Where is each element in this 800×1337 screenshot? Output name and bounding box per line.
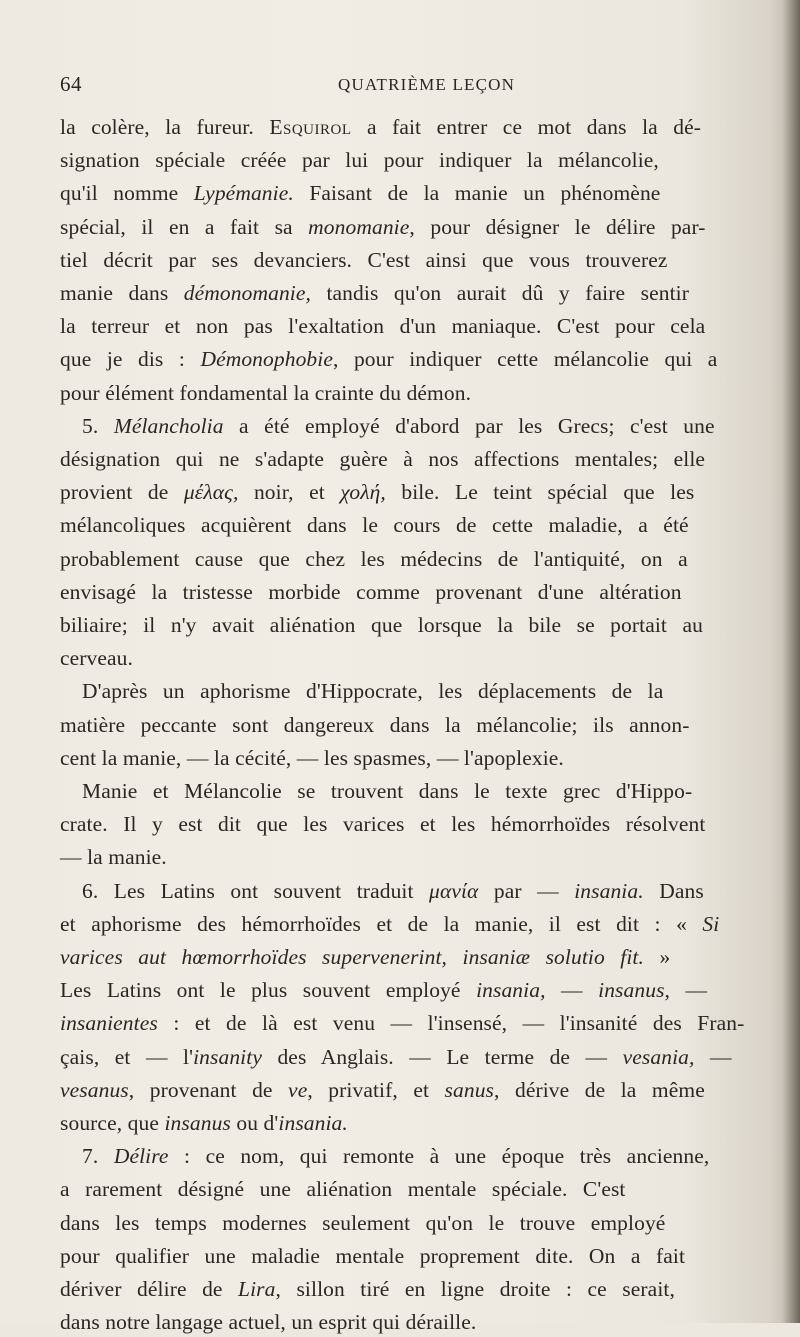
text-line: [60, 477, 694, 507]
text-run: —: [694, 1044, 732, 1069]
text-line: [60, 1174, 626, 1204]
text-run: a rarement désigné une aliénation mentale spéciale. C'est: [60, 1177, 626, 1202]
text-run: que je dis :: [60, 347, 201, 372]
text-line: [60, 378, 471, 408]
text-run: des Anglais. — Le terme de —: [261, 1044, 623, 1069]
text-run: 5.: [82, 413, 114, 438]
text-run: et aphorisme des hémorrhoïdes et de la manie, il est dit : «: [60, 911, 703, 936]
text-line: [60, 344, 717, 374]
text-line: [60, 743, 564, 773]
text-run: , dérive de la même: [494, 1077, 705, 1102]
italic-run: Lypémanie.: [193, 181, 294, 206]
text-run: pour élément fondamental la crainte du démon.: [60, 380, 472, 405]
text-run: la terreur et non pas l'exaltation d'un maniaque. C'est pour cela: [60, 314, 706, 339]
italic-run: χολή,: [340, 480, 386, 505]
text-line: [60, 245, 668, 275]
text-line: [60, 610, 703, 640]
italic-run: insanus: [164, 1111, 231, 1135]
text-run: tandis qu'on aurait dû y faire sentir: [310, 281, 689, 305]
text-line: [60, 444, 705, 474]
text-run: , —: [664, 978, 708, 1003]
small-caps-run: Esquirol: [269, 115, 352, 139]
text-line: [60, 112, 701, 142]
italic-run: varices aut hœmorrhoïdes supervenerint, insaniæ solutio fit.: [60, 945, 644, 969]
text-run: la colère, la fureur.: [60, 115, 270, 139]
page-header: [0, 72, 800, 102]
page-edge-shadow: [782, 0, 800, 1323]
text-line: [60, 842, 167, 872]
text-line: [60, 1042, 732, 1072]
italic-run: sanus: [444, 1077, 495, 1102]
text-run: dériver délire de: [60, 1277, 239, 1301]
text-line: [82, 776, 692, 806]
text-run: D'après un aphorisme d'Hippocrate, les déplacements de la: [82, 679, 664, 704]
text-line: [60, 1208, 665, 1238]
text-run: a été employé d'abord par les Grecs; c'est une: [223, 413, 715, 438]
italic-run: insania,: [476, 978, 546, 1003]
italic-run: insanientes: [60, 1011, 158, 1036]
text-line: [60, 1274, 675, 1304]
text-run: , provenant de: [128, 1077, 289, 1102]
text-run: spécial, il en a fait sa: [60, 214, 309, 239]
text-run: noir, et: [238, 480, 341, 505]
text-run: Dans: [643, 878, 704, 903]
text-line: [60, 942, 670, 972]
text-run: signation spéciale créée par lui pour indiquer la mélancolie,: [60, 148, 659, 173]
text-run: Manie et Mélancolie se trouvent dans le texte grec d'Hippo-: [82, 779, 693, 803]
italic-run: insania.: [278, 1111, 348, 1135]
text-run: manie dans: [60, 281, 184, 305]
italic-run: vesania,: [622, 1044, 695, 1069]
text-line: [82, 676, 663, 706]
page-number: 64: [60, 72, 82, 96]
text-run: dans les temps modernes seulement qu'on le trouve employé: [60, 1210, 666, 1235]
italic-run: Si: [702, 911, 720, 936]
text-run: mélancoliques acquièrent dans le cours de cette maladie, a été: [60, 513, 689, 538]
text-run: désignation qui ne s'adapte guère à nos affections mentales; elle: [60, 447, 706, 471]
text-line: [60, 1307, 476, 1337]
italic-run: ve: [288, 1077, 308, 1102]
text-run: qu'il nomme: [60, 181, 194, 206]
italic-run: insanity: [193, 1044, 262, 1069]
text-run: matière peccante sont dangereux dans la mélancolie; ils annon-: [60, 712, 690, 737]
text-line: [60, 278, 689, 308]
text-run: , pour indiquer cette mélancolie qui a: [333, 347, 718, 372]
italic-run: monomanie: [308, 214, 410, 239]
text-run: — la manie.: [60, 845, 167, 870]
text-run: : et de là est venu — l'insensé, — l'insanité des Fran-: [157, 1011, 745, 1036]
text-run: par —: [478, 878, 575, 903]
text-line: [60, 311, 705, 341]
text-line: [82, 1141, 709, 1171]
text-run: çais, et — l': [60, 1044, 194, 1069]
text-run: bile. Le teint spécial que les: [385, 480, 695, 505]
running-head: QUATRIÈME LEÇON: [338, 75, 516, 94]
text-line: [60, 1075, 705, 1105]
text-line: [60, 1108, 348, 1138]
text-run: Les Latins ont le plus souvent employé: [60, 978, 477, 1003]
text-run: provient de: [60, 480, 184, 505]
text-line: [60, 975, 707, 1005]
text-run: , pour désigner le délire par-: [409, 214, 706, 239]
text-run: —: [545, 978, 599, 1003]
text-line: [60, 1008, 744, 1038]
text-line: [60, 178, 660, 208]
text-line: [60, 643, 133, 673]
text-line: [82, 411, 715, 441]
text-run: pour qualifier une maladie mentale proprement dite. On a fait: [60, 1243, 686, 1268]
italic-run: μανία: [429, 878, 479, 903]
italic-run: Démonophobie: [200, 347, 333, 372]
text-line: [60, 710, 689, 740]
italic-run: démonomanie,: [183, 281, 311, 305]
text-run: biliaire; il n'y avait aliénation que lorsque la bile se portait au: [60, 613, 703, 637]
text-run: probablement cause que chez les médecins de l'antiquité, on a: [60, 546, 688, 571]
text-run: : ce nom, qui remonte à une époque très ancienne,: [168, 1144, 710, 1169]
italic-run: insania.: [574, 878, 644, 903]
text-run: 6. Les Latins ont souvent traduit: [82, 878, 430, 903]
text-line: [60, 212, 706, 242]
text-line: [82, 876, 704, 906]
italic-run: Lira: [238, 1277, 276, 1301]
text-run: envisagé la tristesse morbide comme provenant d'une altération: [60, 579, 682, 604]
text-run: source, que: [60, 1111, 165, 1135]
italic-run: vesanus: [60, 1077, 129, 1102]
text-run: ou d': [230, 1111, 279, 1135]
italic-run: μέλας,: [183, 480, 239, 505]
text-run: dans notre langage actuel, un esprit qui déraille.: [60, 1310, 477, 1335]
text-line: [60, 577, 682, 607]
text-line: [60, 145, 659, 175]
text-run: , sillon tiré en ligne droite : ce serait,: [275, 1277, 675, 1301]
text-run: cerveau.: [60, 646, 134, 671]
text-run: crate. Il y est dit que les varices et les hémorrhoïdes résolvent: [60, 812, 706, 837]
text-run: tiel décrit par ses devanciers. C'est ainsi que vous trouverez: [60, 247, 668, 272]
text-run: , privatif, et: [307, 1077, 445, 1102]
text-run: a fait entrer ce mot dans la dé-: [351, 115, 702, 139]
text-line: [60, 809, 705, 839]
text-run: cent la manie, — la cécité, — les spasmes, — l'apoplexie.: [60, 745, 564, 770]
text-run: Faisant de la manie un phénomène: [293, 181, 661, 206]
text-line: [60, 909, 719, 939]
text-line: [60, 544, 688, 574]
text-line: [60, 510, 689, 540]
text-run: 7.: [82, 1144, 114, 1169]
italic-run: insanus: [598, 978, 665, 1003]
italic-run: Mélancholia: [113, 413, 224, 438]
text-run: »: [643, 945, 671, 969]
text-line: [60, 1241, 685, 1271]
italic-run: Délire: [113, 1144, 169, 1169]
